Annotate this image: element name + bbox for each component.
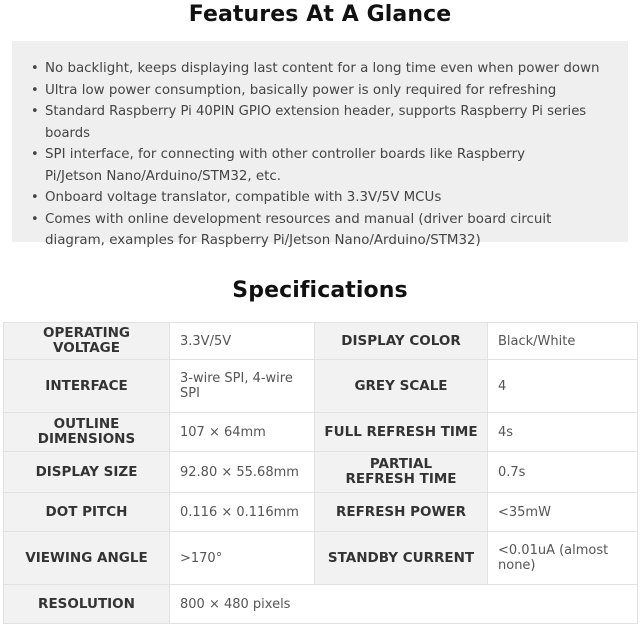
feature-item <box>12 144 628 187</box>
bullet-icon: • <box>31 211 39 227</box>
spec-label: INTERFACE <box>4 360 170 413</box>
bullet-icon: • <box>31 104 39 119</box>
spec-value: 4s <box>488 413 638 452</box>
feature-text: Comes with online development resources and manual (driver board circuit diagram, examples for Raspberry Pi/Jetson Nano/Arduino/STM32) <box>45 211 552 248</box>
spec-value: 0.7s <box>488 452 638 493</box>
features-list <box>12 58 628 252</box>
feature-item <box>12 187 628 209</box>
table-row <box>4 413 638 452</box>
spec-label: REFRESH POWER <box>315 493 488 532</box>
spec-label: OPERATING VOLTAGE <box>4 323 170 360</box>
spec-label: DISPLAY SIZE <box>4 452 170 493</box>
spec-label: GREY SCALE <box>315 360 488 413</box>
table-row <box>4 452 638 493</box>
spec-label: DOT PITCH <box>4 493 170 532</box>
spec-value: 800 × 480 pixels <box>170 585 638 624</box>
bullet-icon: • <box>31 82 39 98</box>
features-box <box>12 41 628 248</box>
feature-item <box>12 80 628 102</box>
table-row <box>4 360 638 413</box>
bullet-icon: • <box>31 61 39 76</box>
specifications-table <box>3 322 638 624</box>
feature-item <box>12 101 628 144</box>
table-row <box>4 532 638 585</box>
bullet-icon: • <box>31 190 39 205</box>
bullet-icon: • <box>31 147 39 162</box>
spec-label: OUTLINE DIMENSIONS <box>4 413 170 452</box>
feature-text: Onboard voltage translator, compatible with 3.3V/5V MCUs <box>45 190 442 205</box>
spec-label: DISPLAY COLOR <box>315 323 488 360</box>
spec-value: 3.3V/5V <box>170 323 315 360</box>
spec-value: 4 <box>488 360 638 413</box>
feature-text: Ultra low power consumption, basically power is only required for refreshing <box>45 82 557 98</box>
spec-label: STANDBY CURRENT <box>315 532 488 585</box>
spec-value: 0.116 × 0.116mm <box>170 493 315 532</box>
feature-text: Standard Raspberry Pi 40PIN GPIO extension header, supports Raspberry Pi series boards <box>45 104 587 141</box>
spec-label: VIEWING ANGLE <box>4 532 170 585</box>
spec-value: 3-wire SPI, 4-wire SPI <box>170 360 315 413</box>
spec-value: >170° <box>170 532 315 585</box>
feature-item <box>12 58 628 80</box>
table-row <box>4 323 638 360</box>
spec-value: Black/White <box>488 323 638 360</box>
spec-value: 107 × 64mm <box>170 413 315 452</box>
spec-value: <35mW <box>488 493 638 532</box>
spec-label: PARTIAL REFRESH TIME <box>315 452 488 493</box>
table-row <box>4 493 638 532</box>
spec-value: 92.80 × 55.68mm <box>170 452 315 493</box>
spec-value: <0.01uA (almost none) <box>488 532 638 585</box>
specifications-title: Specifications <box>232 278 408 303</box>
feature-text: No backlight, keeps displaying last content for a long time even when power down <box>45 61 600 76</box>
feature-text: SPI interface, for connecting with other controller boards like Raspberry Pi/Jetson Nano/Arduino/STM32, etc. <box>45 147 526 184</box>
table-row <box>4 585 638 624</box>
spec-label: FULL REFRESH TIME <box>315 413 488 452</box>
feature-item <box>12 209 628 252</box>
features-title: Features At A Glance <box>188 2 452 27</box>
spec-label: RESOLUTION <box>4 585 170 624</box>
